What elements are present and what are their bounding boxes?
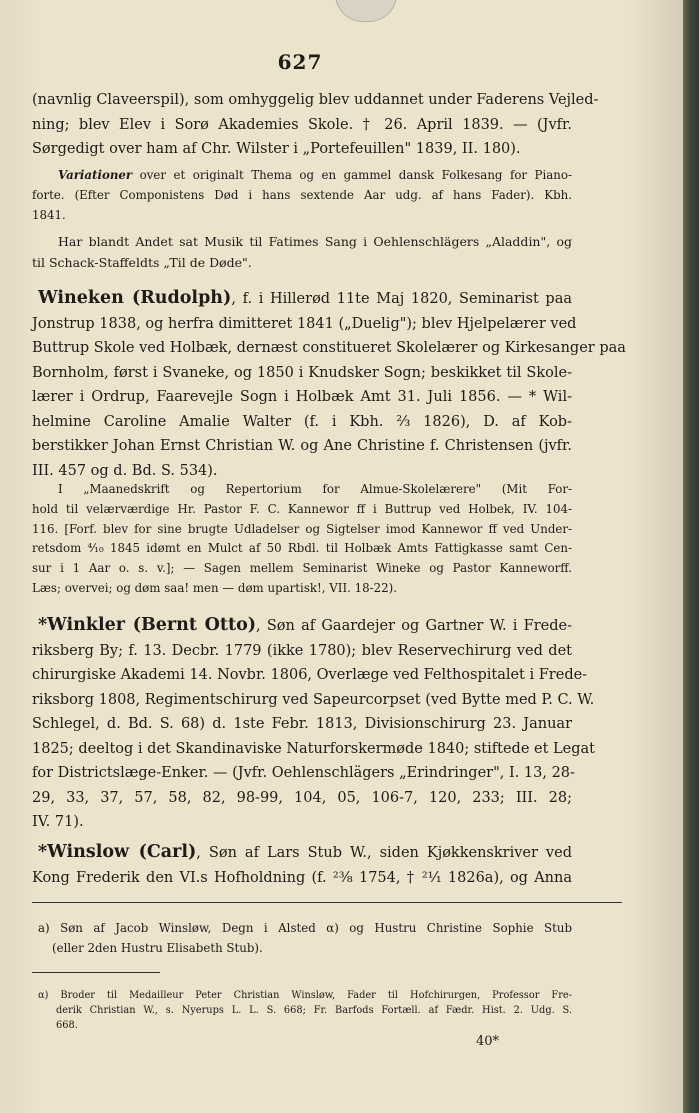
- footnote-line: a) Søn af Jacob Winsløw, Degn i Alsted α) og Hustru Christine Sophie Stub: [38, 921, 572, 935]
- footnote-line: α) Broder til Medailleur Peter Christian Winsløw, Fader til Hofchirurgen, Professor Fre-: [38, 990, 572, 1001]
- footnote-line: 668.: [56, 1020, 78, 1031]
- works-title: Variationer: [58, 168, 133, 182]
- entry-line: *Winslow (Carl), Søn af Lars Stub W., siden Kjøkkenskriver ved: [38, 842, 572, 862]
- entry-line: Kong Frederik den VI.s Hofholdning (f. ²³⁄₈ 1754, † ²¹⁄₁ 1826a), og Anna: [32, 869, 572, 886]
- entry-line: Buttrup Skole ved Holbæk, dernæst constitueret Skolelærer og Kirkesanger paa: [32, 340, 626, 356]
- entry-heading: *Winkler (Bernt Otto): [38, 615, 257, 635]
- footnote-rule: [32, 902, 622, 903]
- works-list: [32, 166, 572, 225]
- entry-line: chirurgiske Akademi 14. Novbr. 1806, Overlæge ved Felthospitalet i Frede-: [32, 667, 588, 683]
- entry-line: *Winkler (Bernt Otto), Søn af Gaardejer og Gartner W. i Frede-: [38, 615, 572, 635]
- entry-continuation: [32, 88, 599, 162]
- note-line: sur i 1 Aar o. s. v.]; — Sagen mellem Seminarist Wineke og Pastor Kanneworff.: [32, 561, 572, 576]
- entry-line: riksberg By; f. 13. Decbr. 1779 (ikke 1780); blev Reservechirurg ved det: [32, 642, 572, 659]
- book-edge: [683, 0, 699, 1113]
- footnote-alpha: [32, 988, 572, 1033]
- entry-line: riksborg 1808, Regimentschirurg ved Sapeurcorpset (ved Bytte med P. C. W.: [32, 691, 595, 708]
- page-number: 627: [277, 50, 323, 74]
- entry-line: III. 457 og d. Bd. S. 534).: [32, 462, 218, 479]
- entry-line: Wineken (Rudolph), f. i Hillerød 11te Maj 1820, Seminarist paa: [38, 288, 572, 308]
- footnote-rule-short: [32, 972, 160, 973]
- entry-line: Bornholm, først i Svaneke, og 1850 i Knudsker Sogn; beskikket til Skole-: [32, 364, 572, 381]
- text-line: Sørgedigt over ham af Chr. Wilster i „Portefeuillen" 1839, II. 180).: [32, 141, 521, 157]
- note-line: I „Maanedskrift og Repertorium for Almue-Skolelærere" (Mit For-: [58, 482, 572, 496]
- footnote-a: [32, 919, 572, 959]
- entry-line: Jonstrup 1838, og herfra dimitteret 1841 („Duelig"); blev Hjelpelærer ved: [32, 315, 577, 332]
- footnote-line: (eller 2den Hustru Elisabeth Stub).: [52, 940, 263, 955]
- note-line: retsdom ⁴⁄₁₀ 1845 idømt en Mulct af 50 Rbdl. til Holbæk Amts Fattigkasse samt Cen-: [32, 541, 572, 556]
- entry-line: 29, 33, 37, 57, 58, 82, 98-99, 104, 05, 106-7, 120, 233; III. 28;: [32, 789, 572, 806]
- wineken-note: [32, 480, 572, 599]
- text-line: ning; blev Elev i Sorø Akademies Skole. † 26. April 1839. — (Jvfr.: [32, 116, 572, 133]
- note-line: Har blandt Andet sat Musik til Fatimes Sang i Oehlenschlägers „Aladdin", og: [58, 234, 572, 249]
- footnote-line: derik Christian W., s. Nyerups L. L. S. 668; Fr. Barfods Fortæll. af Fædr. Hist. 2. Udg. S.: [56, 1005, 572, 1016]
- entry-wineken: [32, 286, 626, 483]
- works-line: forte. (Efter Componistens Død i hans sextende Aar udg. af hans Fader). Kbh.: [32, 187, 572, 202]
- entry-heading: *Winslow (Carl): [38, 842, 197, 862]
- note-line: 116. [Forf. blev for sine brugte Udladelser og Sigtelser imod Kannewor ff ved Under-: [32, 521, 572, 536]
- entry-line: helmine Caroline Amalie Walter (f. i Kbh. ⅔ 1826), D. af Kob-: [32, 413, 572, 430]
- entry-line: 1825; deeltog i det Skandinaviske Naturforskermøde 1840; stiftede et Legat: [32, 740, 596, 757]
- works-line: 1841.: [32, 207, 66, 222]
- entry-line: for Districtslæge-Enker. — (Jvfr. Oehlenschlägers „Erindringer", I. 13, 28-: [32, 765, 575, 781]
- entry-heading: Wineken (Rudolph): [38, 288, 232, 308]
- music-note: [32, 232, 572, 273]
- entry-line: IV. 71).: [32, 814, 84, 830]
- entry-line: Schlegel, d. Bd. S. 68) d. 1ste Febr. 1813, Divisionschirurg 23. Januar: [32, 716, 572, 732]
- note-line: til Schack-Staffeldts „Til de Døde".: [32, 254, 252, 270]
- entry-winslow: [32, 840, 572, 890]
- entry-line: lærer i Ordrup, Faarevejle Sogn i Holbæk Amt 31. Juli 1856. — * Wil-: [32, 389, 572, 405]
- text-line: (navnlig Claveerspil), som omhyggelig blev uddannet under Faderens Vejled-: [32, 92, 599, 108]
- signature-mark: 40*: [475, 1034, 499, 1049]
- entry-line: berstikker Johan Ernst Christian W. og Ane Christine f. Christensen (jvfr.: [32, 438, 572, 454]
- note-line: Læs; overvei; og døm saa! men — døm upartisk!, VII. 18-22).: [32, 580, 397, 595]
- note-line: hold til velærværdige Hr. Pastor F. C. Kannewor ff i Buttrup ved Holbek, IV. 104-: [32, 501, 572, 516]
- entry-winkler: [32, 613, 596, 835]
- works-line: Variationer over et originalt Thema og en gammel dansk Folkesang for Piano-: [58, 168, 572, 182]
